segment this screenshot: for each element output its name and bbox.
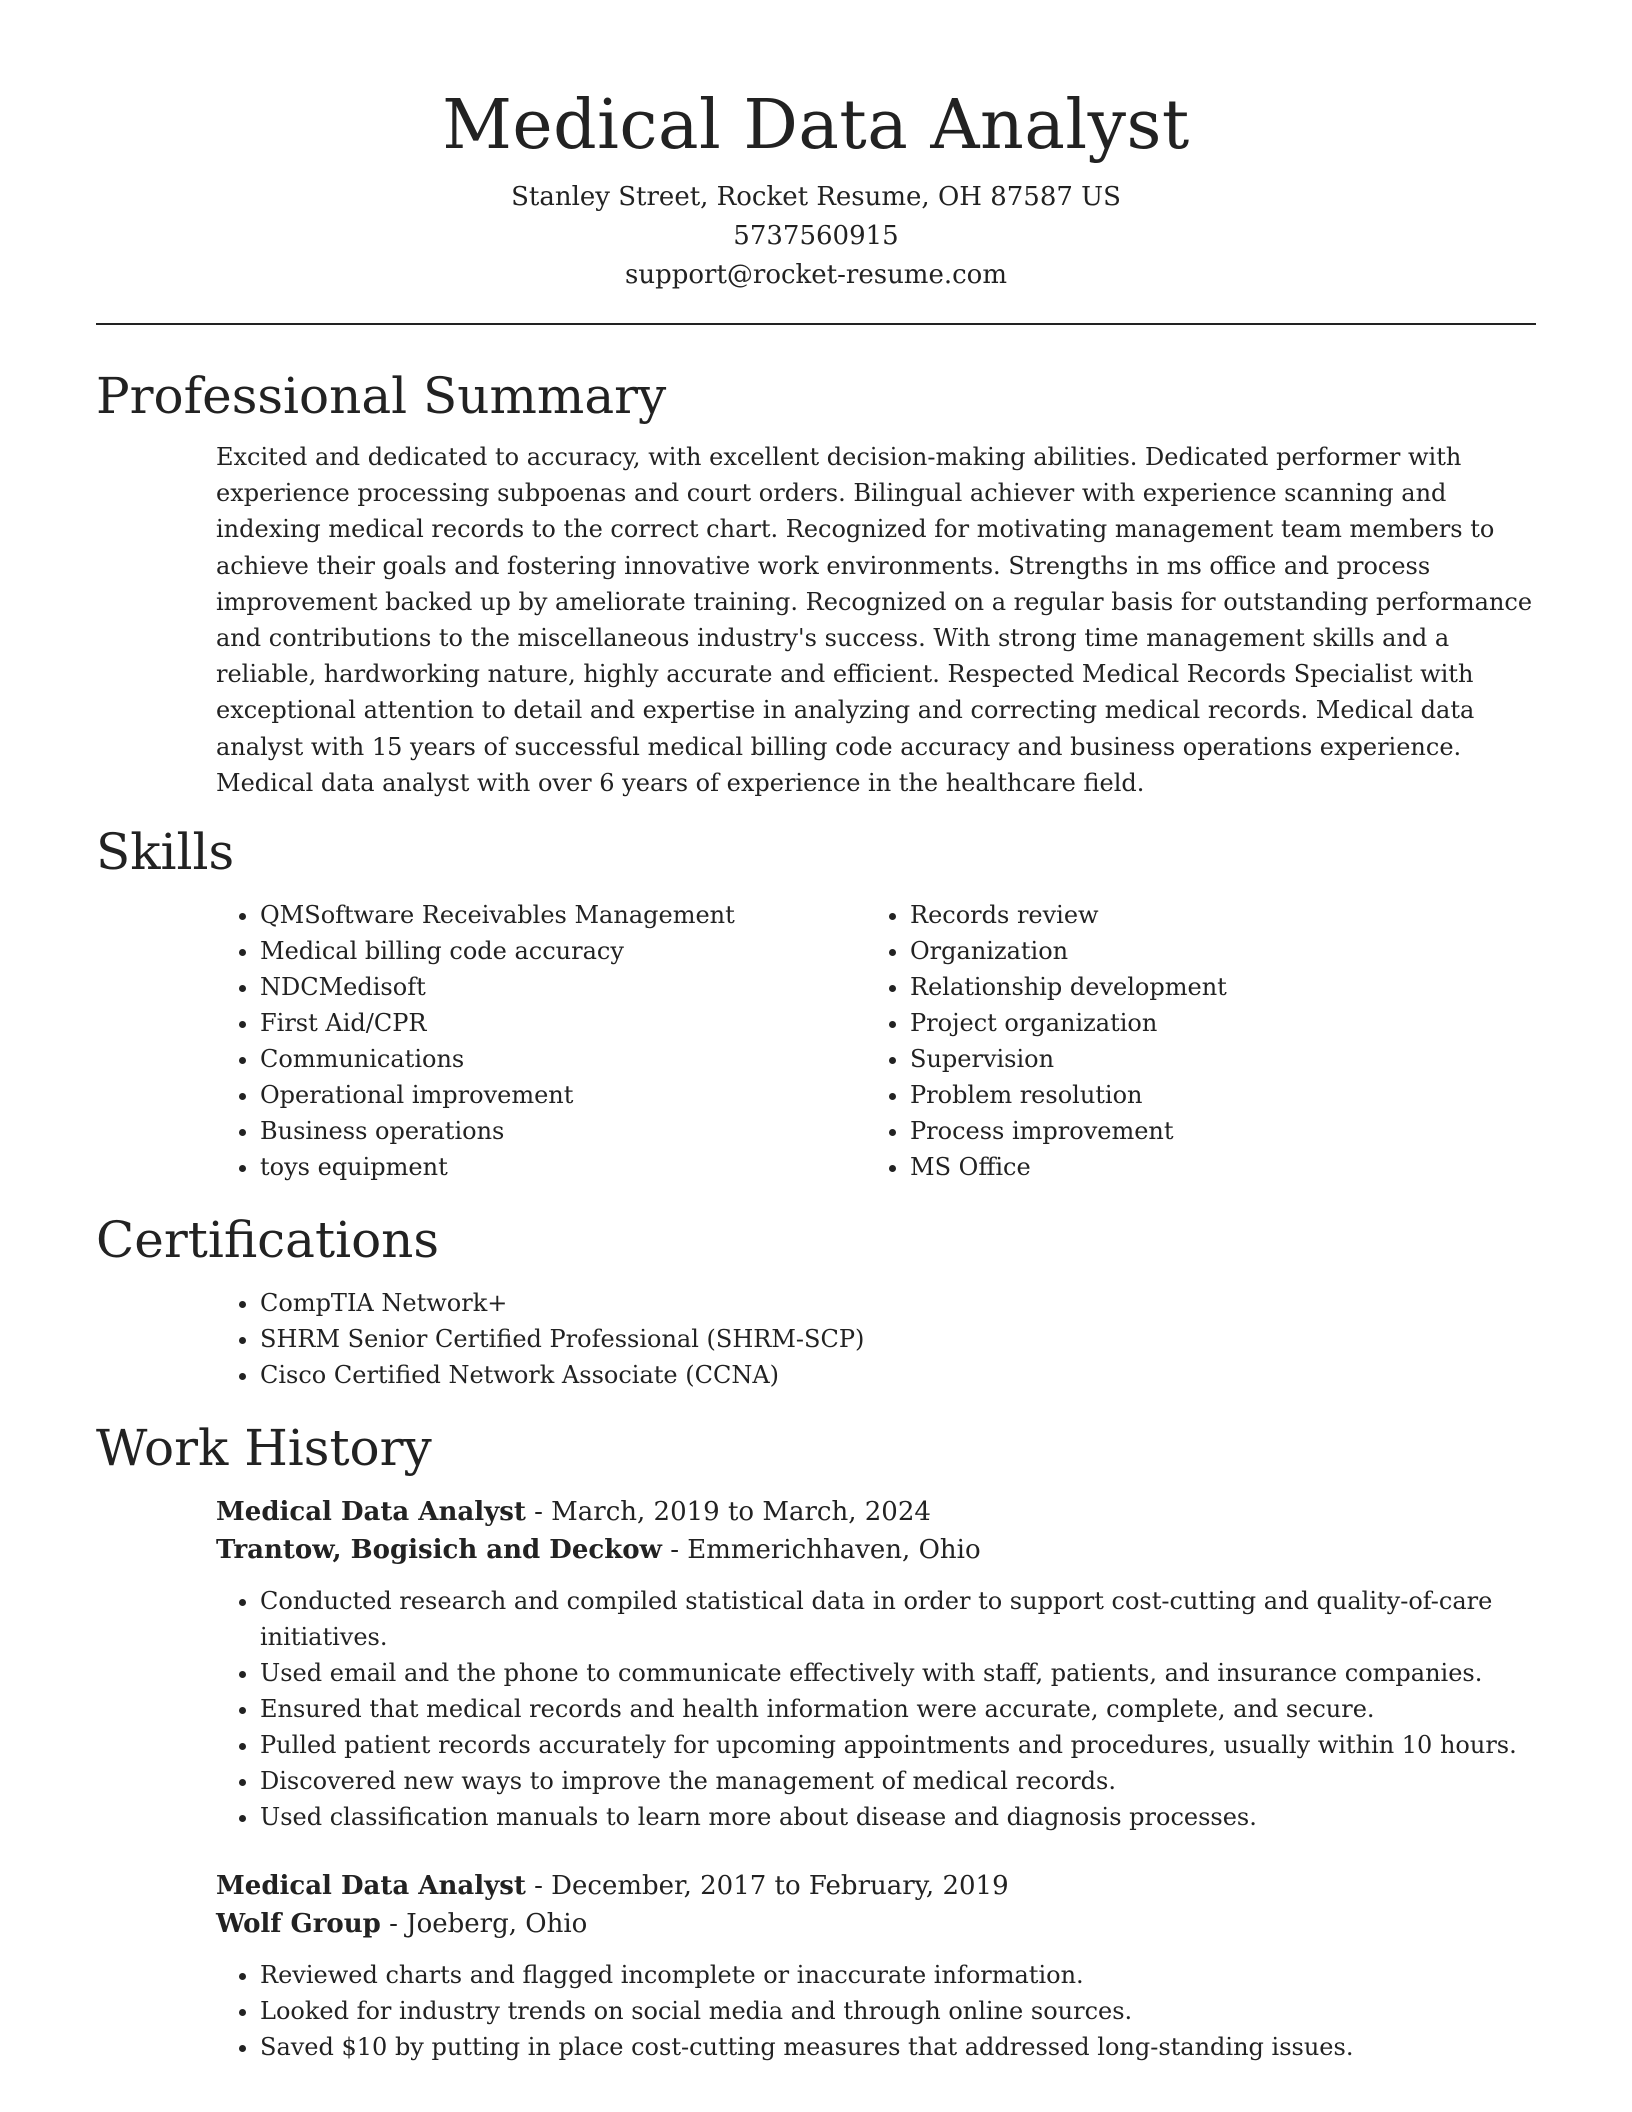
skill-item: • Process improvement (910, 1113, 1516, 1149)
certification-item: • SHRM Senior Certified Professional (SHRM-SCP) (260, 1321, 1536, 1357)
job-bullet: • Discovered new ways to improve the management of medical records. (260, 1763, 1536, 1799)
job-entry (216, 1867, 1536, 2065)
email: support@rocket-resume.com (624, 260, 1007, 290)
job-role: Medical Data Analyst (216, 1497, 526, 1528)
skill-item: • Medical billing code accuracy (260, 933, 866, 969)
skill-item: • NDCMedisoft (260, 969, 866, 1005)
work-history-title: Work History (96, 1419, 432, 1478)
skill-item: • Supervision (910, 1041, 1516, 1077)
job-bullet: • Used classification manuals to learn more about disease and diagnosis processes. (260, 1799, 1536, 1835)
skills-column-right (866, 897, 1516, 1185)
summary-text: Excited and dedicated to accuracy, with excellent decision-making abilities. Dedicated performer with experience processing subpoenas and court orders. Bilingual achiever with experience scanning and indexing medical records to the correct chart. Recognized for motivating management team members to achieve their goals and fostering innovative work environments. Strengths in ms office and process improvement backed up by ameliorate training. Recognized on a regular basis for outstanding performance and contributions to the miscellaneous industry's success. With strong time management skills and a reliable, hardworking nature, highly accurate and efficient. Respected Medical Records Specialist with exceptional attention to detail and expertise in analyzing and correcting medical records. Medical data analyst with 15 years of successful medical billing code accuracy and business operations experience. Medical data analyst with over 6 years of experience in the healthcare field. (216, 443, 1533, 797)
skill-item: • Business operations (260, 1113, 866, 1149)
certifications-list (216, 1285, 1536, 1393)
job-bullets (216, 1957, 1536, 2065)
skills-list (216, 897, 1536, 1185)
job-company-line (216, 1531, 1536, 1569)
job-bullet: • Ensured that medical records and health information were accurate, complete, and secure. (260, 1691, 1536, 1727)
address: Stanley Street, Rocket Resume, OH 87587 US (511, 182, 1121, 212)
job-location: - Joeberg, Ohio (380, 1909, 588, 1940)
skill-item: • Records review (910, 897, 1516, 933)
job-title-line (216, 1867, 1536, 1905)
skills-title: Skills (96, 823, 235, 882)
job-entry (216, 1493, 1536, 1835)
job-bullet: • Looked for industry trends on social media and through online sources. (260, 1993, 1536, 2029)
skill-item: • Operational improvement (260, 1077, 866, 1113)
skill-item: • MS Office (910, 1149, 1516, 1185)
job-company: Trantow, Bogisich and Deckow (216, 1535, 662, 1566)
skill-item: • Project organization (910, 1005, 1516, 1041)
job-company-line (216, 1905, 1536, 1943)
job-role: Medical Data Analyst (216, 1871, 526, 1902)
job-bullet: • Used email and the phone to communicate effectively with staff, patients, and insurance companies. (260, 1655, 1536, 1691)
candidate-name: Medical Data Analyst (442, 86, 1190, 165)
skill-item: • QMSoftware Receivables Management (260, 897, 866, 933)
phone: 5737560915 (733, 221, 899, 251)
skill-item: • Relationship development (910, 969, 1516, 1005)
skill-item: • Problem resolution (910, 1077, 1516, 1113)
skill-item: • Organization (910, 933, 1516, 969)
summary-title: Professional Summary (96, 367, 667, 425)
job-bullets (216, 1583, 1536, 1835)
resume-header (96, 0, 1536, 295)
job-bullet: • Conducted research and compiled statistical data in order to support cost-cutting and quality-of-care initiatives. (260, 1583, 1536, 1655)
certification-item: • CompTIA Network+ (260, 1285, 1536, 1321)
skills-column-left (216, 897, 866, 1185)
skill-item: • toys equipment (260, 1149, 866, 1185)
certifications-title: Certifications (96, 1211, 440, 1270)
job-dates: - December, 2017 to February, 2019 (525, 1871, 1009, 1902)
resume-page (96, 0, 1536, 2065)
skill-item: • First Aid/CPR (260, 1005, 866, 1041)
job-title-line (216, 1493, 1536, 1531)
contact-info (96, 178, 1536, 295)
job-dates: - March, 2019 to March, 2024 (525, 1497, 931, 1528)
job-company: Wolf Group (216, 1909, 381, 1940)
header-divider (96, 323, 1536, 325)
job-bullet: • Reviewed charts and flagged incomplete or inaccurate information. (260, 1957, 1536, 1993)
job-bullet: • Pulled patient records accurately for upcoming appointments and procedures, usually within 10 hours. (260, 1727, 1536, 1763)
certification-item: • Cisco Certified Network Associate (CCNA) (260, 1357, 1536, 1393)
job-bullet: • Saved $10 by putting in place cost-cutting measures that addressed long-standing issues. (260, 2029, 1536, 2065)
skill-item: • Communications (260, 1041, 866, 1077)
job-location: - Emmerichhaven, Ohio (661, 1535, 981, 1566)
